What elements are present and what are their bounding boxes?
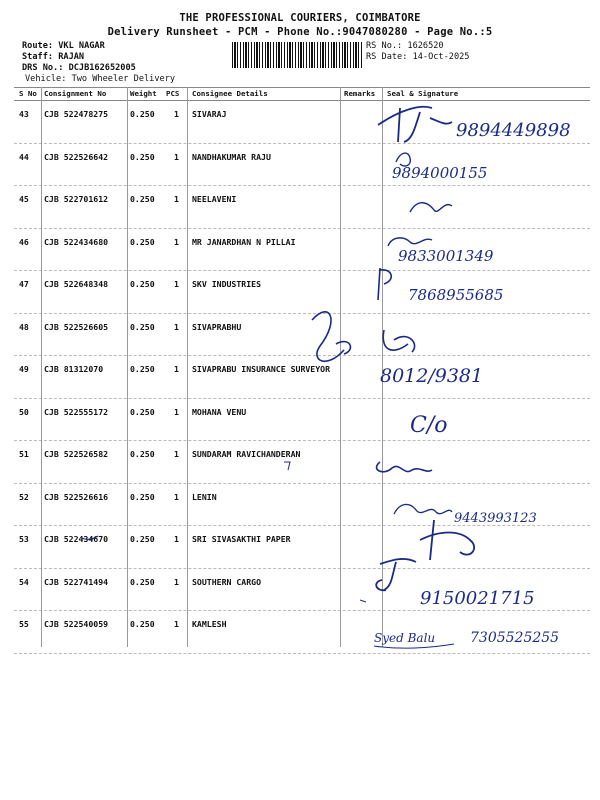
- vehicle-label: Vehicle: Two Wheeler Delivery: [25, 74, 176, 84]
- cell-consignment: CJB 522741494: [44, 576, 109, 587]
- cell-details: SUNDARAM RAVICHANDERAN: [192, 449, 301, 459]
- cell-weight: 0.250: [130, 449, 155, 459]
- cell-weight: 0.250: [130, 364, 155, 374]
- cell-details: SOUTHERN CARGO: [192, 576, 262, 587]
- table-row: [14, 356, 590, 399]
- cell-details: NANDHAKUMAR RAJU: [192, 151, 271, 162]
- cell-sno: 55: [19, 619, 29, 629]
- cell-consignment: CJB 522555172: [44, 406, 109, 417]
- table-row: [14, 271, 590, 314]
- cell-weight: 0.250: [130, 619, 155, 629]
- col-details: Consignee Details: [192, 89, 268, 98]
- cell-pcs: 1: [174, 321, 179, 332]
- cell-pcs: 1: [174, 406, 179, 417]
- column-divider: [127, 87, 128, 647]
- cell-consignment: CJB 81312070: [44, 364, 104, 374]
- column-divider: [340, 87, 341, 647]
- cell-pcs: 1: [174, 576, 179, 587]
- table-row: [14, 314, 590, 357]
- cell-details: SRI SIVASAKTHI PAPER: [192, 534, 291, 544]
- handwritten-phone-52: 9443993123: [454, 511, 537, 526]
- cell-weight: 0.250: [130, 406, 155, 417]
- table-row: [14, 229, 590, 272]
- barcode: [232, 42, 362, 68]
- cell-consignment: CJB 522701612: [44, 194, 109, 204]
- cell-sno: 46: [19, 236, 29, 247]
- cell-weight: 0.250: [130, 194, 155, 204]
- cell-consignment: CJB 522434670: [44, 534, 109, 544]
- cell-details: MR JANARDHAN N PILLAI: [192, 236, 296, 247]
- cell-details: LENIN: [192, 491, 217, 502]
- company-title: THE PROFESSIONAL COURIERS, COIMBATORE: [179, 12, 421, 24]
- cell-details: KAMLESH: [192, 619, 227, 629]
- col-seal-signature: Seal & Signature: [387, 89, 459, 98]
- cell-weight: 0.250: [130, 321, 155, 332]
- table-row: [14, 399, 590, 442]
- table-body: [14, 101, 590, 654]
- table-row: [14, 526, 590, 569]
- handwritten-name-55: Syed Balu: [374, 631, 436, 645]
- col-sno: S No: [19, 89, 37, 98]
- cell-pcs: 1: [174, 449, 179, 459]
- handwritten-phone-43: 9894449898: [456, 120, 571, 141]
- table-row: [14, 569, 590, 612]
- cell-details: SIVAPRABU INSURANCE SURVEYOR: [192, 364, 331, 374]
- cell-consignment: CJB 522526642: [44, 151, 109, 162]
- cell-weight: 0.250: [130, 491, 155, 502]
- col-pcs: PCS: [166, 89, 180, 98]
- cell-consignment: CJB 522478275: [44, 109, 109, 119]
- column-divider: [41, 87, 42, 647]
- cell-sno: 49: [19, 364, 29, 374]
- cell-sno: 54: [19, 576, 29, 587]
- handwritten-note-50: C/o: [410, 413, 448, 438]
- column-divider: [382, 87, 383, 647]
- cell-sno: 50: [19, 406, 29, 417]
- cell-consignment: CJB 522434680: [44, 236, 109, 247]
- cell-pcs: 1: [174, 491, 179, 502]
- cell-details: MOHANA VENU: [192, 406, 247, 417]
- staff-label: Staff: RAJAN: [22, 52, 85, 62]
- cell-consignment: CJB 522540059: [44, 619, 109, 629]
- cell-weight: 0.250: [130, 534, 155, 544]
- handwritten-phone-44: 9894000155: [392, 164, 488, 182]
- cell-sno: 48: [19, 321, 29, 332]
- table-row: [14, 144, 590, 187]
- runsheet-table: [14, 87, 590, 654]
- cell-pcs: 1: [174, 364, 179, 374]
- table-row: [14, 484, 590, 527]
- handwritten-phone-46: 9833001349: [398, 247, 494, 265]
- cell-sno: 43: [19, 109, 29, 119]
- cell-sno: 51: [19, 449, 29, 459]
- col-remarks: Remarks: [344, 89, 376, 98]
- handwritten-phone-47: 7868955685: [408, 286, 504, 304]
- column-divider: [187, 87, 188, 647]
- handwritten-phone-54: 9150021715: [420, 588, 535, 609]
- cell-weight: 0.250: [130, 236, 155, 247]
- rs-number: RS No.: 1626520: [366, 41, 444, 51]
- handwritten-phone-49: 8012/9381: [380, 365, 484, 387]
- cell-weight: 0.250: [130, 576, 155, 587]
- table-row: [14, 611, 590, 654]
- col-consignment: Consignment No: [44, 89, 107, 98]
- cell-consignment: CJB 522526616: [44, 491, 109, 502]
- cell-pcs: 1: [174, 151, 179, 162]
- cell-sno: 52: [19, 491, 29, 502]
- cell-weight: 0.250: [130, 109, 155, 119]
- table-header: [14, 88, 590, 101]
- table-row: [14, 441, 590, 484]
- cell-consignment: CJB 522526605: [44, 321, 109, 332]
- rs-date: RS Date: 14-Oct-2025: [366, 52, 470, 62]
- cell-pcs: 1: [174, 236, 179, 247]
- cell-pcs: 1: [174, 109, 179, 119]
- cell-sno: 53: [19, 534, 29, 544]
- drs-number: DRS No.: DCJB162652005: [22, 63, 136, 73]
- col-weight: Weight: [130, 89, 157, 98]
- runsheet-title: Delivery Runsheet - PCM - Phone No.:9047080280 - Page No.:5: [107, 26, 493, 38]
- cell-sno: 44: [19, 151, 29, 162]
- cell-details: SIVAPRABHU: [192, 321, 242, 332]
- table-row: [14, 186, 590, 229]
- route-label: Route: VKL NAGAR: [22, 41, 105, 51]
- cell-sno: 47: [19, 279, 29, 289]
- cell-consignment: CJB 522526582: [44, 449, 109, 459]
- cell-sno: 45: [19, 194, 29, 204]
- cell-details: NEELAVENI: [192, 194, 237, 204]
- cell-details: SIVARAJ: [192, 109, 227, 119]
- cell-weight: 0.250: [130, 151, 155, 162]
- cell-details: SKV INDUSTRIES: [192, 279, 262, 289]
- cell-weight: 0.250: [130, 279, 155, 289]
- cell-pcs: 1: [174, 194, 179, 204]
- cell-pcs: 1: [174, 534, 179, 544]
- handwritten-phone-55: 7305525255: [470, 630, 560, 646]
- cell-pcs: 1: [174, 279, 179, 289]
- cell-pcs: 1: [174, 619, 179, 629]
- table-row: [14, 101, 590, 144]
- cell-consignment: CJB 522648348: [44, 279, 109, 289]
